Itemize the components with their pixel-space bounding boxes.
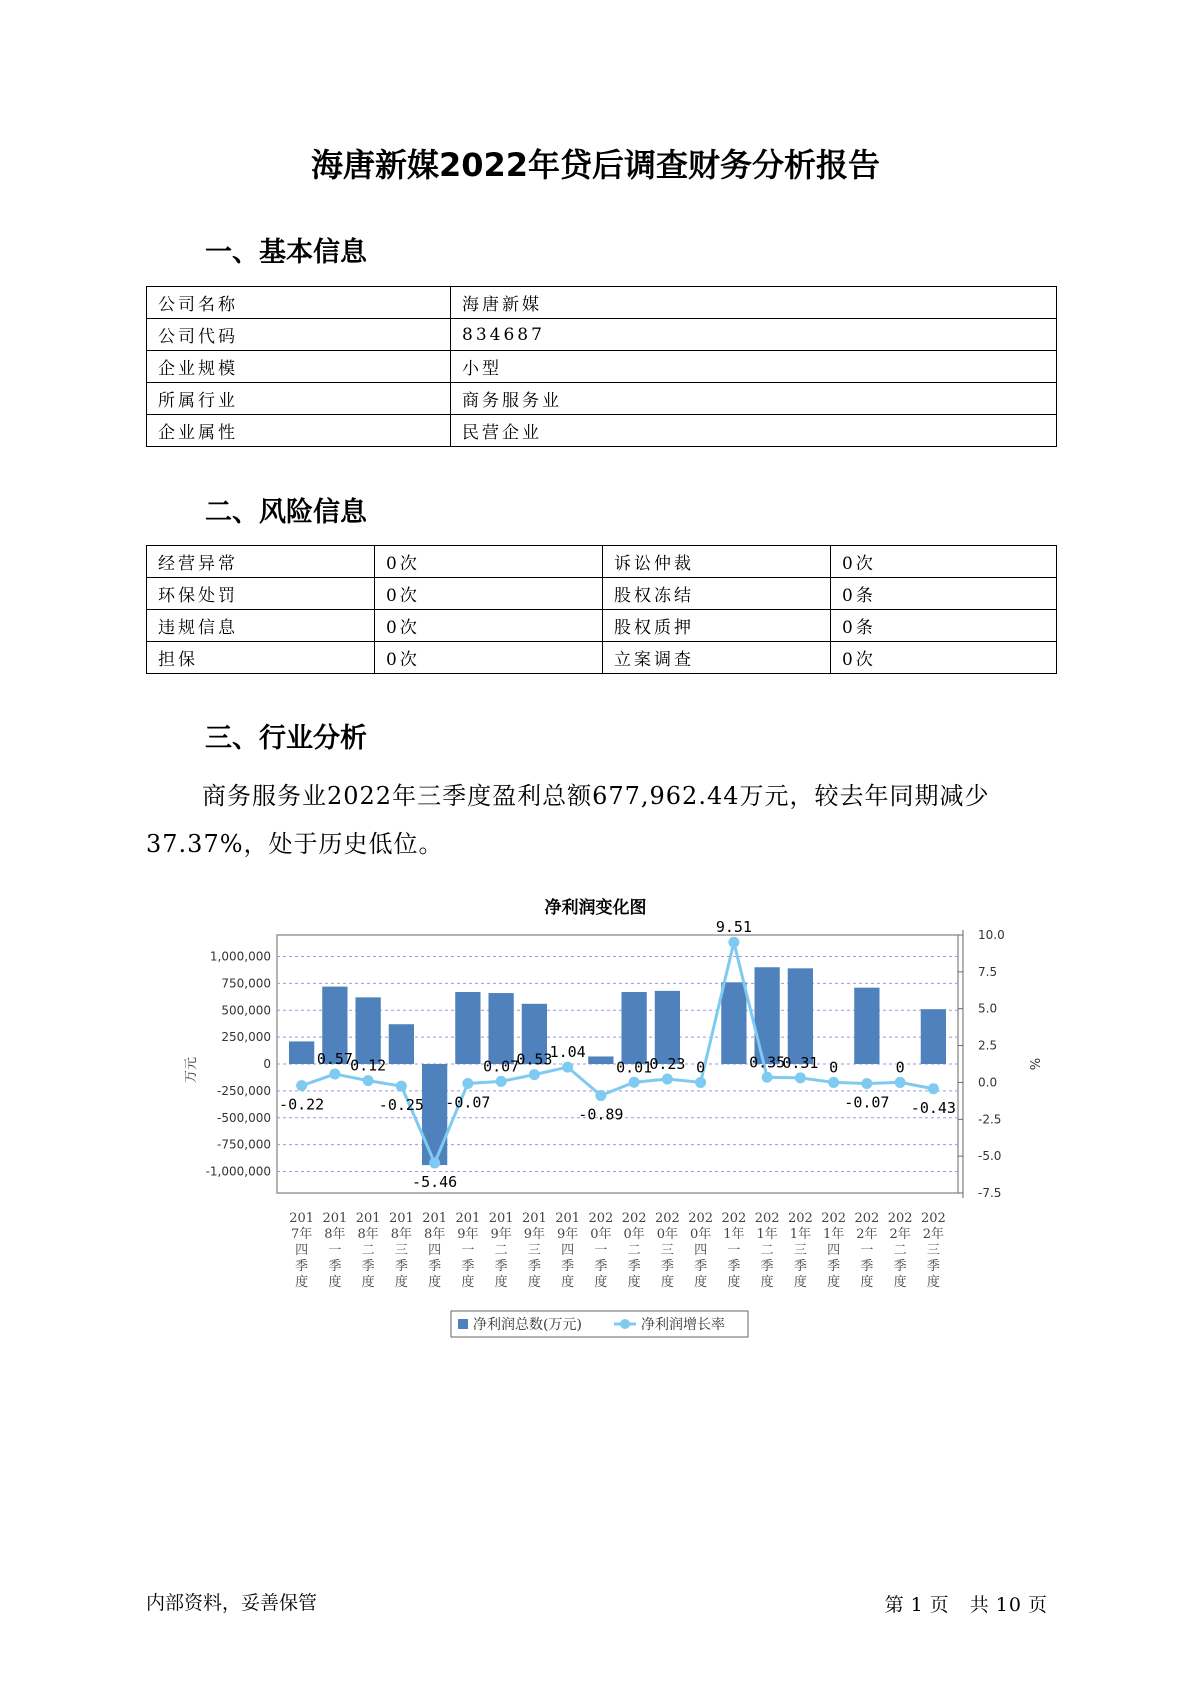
x-axis-tick-label: 202 <box>654 1211 680 1226</box>
page-current: 1 <box>910 1594 924 1616</box>
footer-page-number <box>882 1590 1051 1617</box>
x-axis-tick-label: 202 <box>854 1211 880 1226</box>
x-axis-tick-label: 201 <box>355 1211 381 1226</box>
bar <box>621 992 646 1064</box>
x-axis-tick-label: 季 <box>394 1259 408 1274</box>
x-axis-tick-label: 季 <box>461 1259 475 1274</box>
bar <box>588 1056 613 1064</box>
data-label: 0.12 <box>350 1056 387 1075</box>
basic-info-label: 公司名称 <box>147 287 451 319</box>
risk-info-label: 经营异常 <box>147 546 375 578</box>
x-axis-tick-label: 202 <box>621 1211 647 1226</box>
data-label: 0 <box>829 1058 839 1077</box>
footer-confidential-note: 内部资料，妥善保管 <box>146 1592 318 1614</box>
x-axis-tick-label: 2年 <box>889 1227 911 1242</box>
growth-rate-point <box>828 1077 839 1088</box>
x-axis-tick-label: 202 <box>588 1211 614 1226</box>
x-axis-tick-label: 1年 <box>723 1227 745 1242</box>
growth-rate-point <box>329 1069 340 1080</box>
x-axis-tick-label: 季 <box>594 1259 608 1274</box>
page-word: 共 <box>969 1594 990 1616</box>
x-axis-tick-label: 三 <box>394 1243 408 1258</box>
section-heading-risk-info: 二、风险信息 <box>205 497 367 528</box>
risk-info-value: 0条 <box>831 578 1057 610</box>
section-heading-industry-analysis: 三、行业分析 <box>205 723 367 754</box>
bar <box>655 991 680 1064</box>
data-label: 0 <box>895 1058 905 1077</box>
basic-info-value: 商务服务业 <box>451 383 1057 415</box>
x-axis-tick-label: 202 <box>821 1211 847 1226</box>
x-axis-tick-label: 度 <box>627 1275 641 1290</box>
x-axis-tick-label: 9年 <box>457 1227 479 1242</box>
x-axis-tick-label: 度 <box>793 1275 807 1290</box>
growth-rate-point <box>296 1080 307 1091</box>
bar <box>455 992 480 1064</box>
growth-rate-point <box>662 1074 673 1085</box>
right-axis-title: % <box>1026 1057 1041 1071</box>
x-axis-tick-label: 度 <box>727 1275 741 1290</box>
x-axis-tick-label: 一 <box>328 1243 342 1258</box>
basic-info-label: 公司代码 <box>147 319 451 351</box>
data-label: 0.23 <box>649 1055 686 1074</box>
right-axis-tick-label: -2.5 <box>978 1112 1002 1127</box>
x-axis-tick-label: 201 <box>388 1211 414 1226</box>
data-label: -0.43 <box>910 1098 956 1117</box>
x-axis-tick-label: 0年 <box>656 1227 679 1242</box>
bar <box>289 1041 314 1064</box>
growth-rate-point <box>363 1075 374 1086</box>
x-axis-tick-label: 1年 <box>822 1227 845 1242</box>
x-axis-tick-label: 度 <box>295 1275 309 1290</box>
x-axis-tick-label: 9年 <box>556 1227 579 1242</box>
x-axis-tick-label: 二 <box>361 1243 375 1258</box>
right-axis-tick-label: -7.5 <box>978 1186 1002 1200</box>
bar <box>488 993 513 1064</box>
x-axis-tick-label: 度 <box>660 1275 674 1290</box>
bar <box>721 982 746 1064</box>
bar <box>921 1009 946 1064</box>
x-axis-tick-label: 201 <box>422 1211 448 1226</box>
growth-rate-point <box>462 1078 473 1089</box>
bar <box>389 1024 414 1064</box>
growth-rate-point <box>728 937 739 948</box>
growth-rate-point <box>928 1083 939 1094</box>
data-label: 9.51 <box>715 918 752 937</box>
left-axis-tick-label: 0 <box>263 1057 271 1071</box>
x-axis-tick-label: 202 <box>887 1211 913 1226</box>
page-word: 页 <box>929 1594 950 1616</box>
x-axis-tick-label: 一 <box>594 1243 608 1258</box>
x-axis-tick-label: 度 <box>926 1275 940 1290</box>
x-axis-tick-label: 201 <box>289 1211 315 1226</box>
x-axis-tick-label: 0年 <box>623 1227 645 1242</box>
growth-rate-point <box>695 1077 706 1088</box>
data-label: 0.01 <box>616 1058 653 1077</box>
data-label: -0.07 <box>445 1093 491 1112</box>
data-label: 0.53 <box>516 1050 553 1069</box>
x-axis-tick-label: 季 <box>561 1259 575 1274</box>
x-axis-tick-label: 0年 <box>689 1227 712 1242</box>
x-axis-tick-label: 8年 <box>423 1227 446 1242</box>
data-label: -0.89 <box>578 1105 624 1124</box>
left-axis-tick-label: -500,000 <box>217 1110 271 1125</box>
x-axis-tick-label: 度 <box>561 1275 575 1290</box>
x-axis-tick-label: 季 <box>827 1259 841 1274</box>
x-axis-tick-label: 季 <box>926 1259 940 1274</box>
x-axis-tick-label: 季 <box>494 1259 508 1274</box>
x-axis-tick-label: 四 <box>295 1243 309 1258</box>
x-axis-tick-label: 四 <box>827 1243 841 1258</box>
data-label: -0.22 <box>279 1095 325 1114</box>
x-axis-tick-label: 季 <box>694 1259 708 1274</box>
x-axis-tick-label: 二 <box>627 1243 641 1258</box>
growth-rate-point <box>595 1090 606 1101</box>
basic-info-label: 企业规模 <box>147 351 451 383</box>
data-label: 0.31 <box>782 1053 819 1072</box>
x-axis-tick-label: 季 <box>527 1259 541 1274</box>
x-axis-tick-label: 9年 <box>490 1227 512 1242</box>
growth-rate-point <box>795 1072 806 1083</box>
industry-analysis-paragraph: 商务服务业2022年三季度盈利总额677,962.44万元，较去年同期减少37.37%，处于历史低位。 <box>146 782 990 858</box>
x-axis-tick-label: 季 <box>328 1259 342 1274</box>
x-axis-tick-label: 度 <box>827 1275 841 1290</box>
right-axis-tick-label: 0.0 <box>978 1075 998 1090</box>
x-axis-tick-label: 202 <box>721 1211 747 1226</box>
legend-line-marker <box>620 1319 630 1329</box>
data-label: 0.07 <box>483 1057 520 1076</box>
x-axis-tick-label: 1年 <box>756 1227 778 1242</box>
x-axis-tick-label: 度 <box>694 1275 708 1290</box>
x-axis-tick-label: 季 <box>860 1259 874 1274</box>
page-word: 第 <box>884 1594 905 1616</box>
left-axis-tick-label: 250,000 <box>221 1030 271 1045</box>
x-axis-tick-label: 季 <box>361 1259 375 1274</box>
data-label: -0.25 <box>378 1096 424 1115</box>
right-axis-tick-label: 2.5 <box>978 1038 998 1053</box>
risk-info-value: 0次 <box>375 610 603 642</box>
x-axis-tick-label: 度 <box>594 1275 608 1290</box>
x-axis-tick-label: 三 <box>926 1243 940 1258</box>
page-word: 页 <box>1027 1594 1048 1616</box>
x-axis-tick-label: 201 <box>555 1211 581 1226</box>
bar <box>788 968 813 1064</box>
risk-info-label: 诉讼仲裁 <box>603 546 831 578</box>
x-axis-tick-label: 0年 <box>590 1227 612 1242</box>
x-axis-tick-label: 二 <box>494 1243 508 1258</box>
right-axis-tick-label: 7.5 <box>978 964 998 979</box>
basic-info-value: 834687 <box>451 319 1057 351</box>
risk-info-label: 环保处罚 <box>147 578 375 610</box>
growth-rate-point <box>396 1081 407 1092</box>
x-axis-tick-label: 7年 <box>290 1227 313 1242</box>
x-axis-tick-label: 度 <box>494 1275 508 1290</box>
x-axis-tick-label: 季 <box>727 1259 741 1274</box>
left-axis-tick-label: -1,000,000 <box>205 1164 271 1179</box>
x-axis-tick-label: 季 <box>660 1259 674 1274</box>
risk-info-value: 0次 <box>831 642 1057 674</box>
risk-info-value: 0次 <box>831 546 1057 578</box>
x-axis-tick-label: 度 <box>893 1275 907 1290</box>
basic-info-label: 所属行业 <box>147 383 451 415</box>
risk-info-value: 0次 <box>375 546 603 578</box>
x-axis-tick-label: 度 <box>527 1275 541 1290</box>
x-axis-tick-label: 季 <box>760 1259 774 1274</box>
x-axis-tick-label: 季 <box>793 1259 807 1274</box>
x-axis-tick-label: 四 <box>561 1243 575 1258</box>
x-axis-tick-label: 度 <box>461 1275 475 1290</box>
data-label: 0.57 <box>316 1050 353 1069</box>
left-axis-tick-label: -750,000 <box>217 1137 271 1152</box>
risk-info-label: 担保 <box>147 642 375 674</box>
basic-info-value: 海唐新媒 <box>451 287 1057 319</box>
risk-info-value: 0次 <box>375 642 603 674</box>
x-axis-tick-label: 季 <box>295 1259 309 1274</box>
document-title: 海唐新媒2022年贷后调查财务分析报告 <box>310 146 881 184</box>
x-axis-tick-label: 度 <box>860 1275 874 1290</box>
x-axis-tick-label: 202 <box>688 1211 714 1226</box>
x-axis-tick-label: 季 <box>893 1259 907 1274</box>
x-axis-tick-label: 四 <box>428 1243 442 1258</box>
x-axis-tick-label: 1年 <box>789 1227 812 1242</box>
x-axis-tick-label: 201 <box>521 1211 547 1226</box>
legend-line-label: 净利润增长率 <box>641 1317 725 1333</box>
growth-rate-point <box>762 1072 773 1083</box>
data-label: 1.04 <box>549 1043 586 1062</box>
x-axis-tick-label: 202 <box>754 1211 780 1226</box>
bar <box>355 997 380 1064</box>
basic-info-value: 民营企业 <box>451 415 1057 447</box>
x-axis-tick-label: 一 <box>727 1243 741 1258</box>
x-axis-tick-label: 度 <box>428 1275 442 1290</box>
legend-bar-swatch <box>458 1319 468 1329</box>
left-axis-title: 万元 <box>184 1056 199 1084</box>
growth-rate-point <box>895 1077 906 1088</box>
x-axis-tick-label: 度 <box>361 1275 375 1290</box>
left-axis-tick-label: 1,000,000 <box>209 949 271 964</box>
x-axis-tick-label: 度 <box>760 1275 774 1290</box>
x-axis-tick-label: 202 <box>787 1211 813 1226</box>
x-axis-tick-label: 8年 <box>324 1227 346 1242</box>
x-axis-tick-label: 2年 <box>856 1227 878 1242</box>
x-axis-tick-label: 8年 <box>390 1227 413 1242</box>
risk-info-label: 违规信息 <box>147 610 375 642</box>
data-label: 0 <box>696 1058 706 1077</box>
growth-rate-point <box>429 1157 440 1168</box>
bar <box>854 988 879 1064</box>
section-heading-basic-info: 一、基本信息 <box>205 237 367 268</box>
x-axis-tick-label: 三 <box>793 1243 807 1258</box>
right-axis-tick-label: 5.0 <box>978 1001 998 1016</box>
x-axis-tick-label: 三 <box>660 1243 674 1258</box>
basic-info-label: 企业属性 <box>147 415 451 447</box>
left-axis-tick-label: -250,000 <box>217 1083 271 1098</box>
right-axis-tick-label: -5.0 <box>978 1149 1002 1164</box>
x-axis-tick-label: 一 <box>860 1243 874 1258</box>
data-label: -0.07 <box>844 1093 890 1112</box>
x-axis-tick-label: 度 <box>394 1275 408 1290</box>
x-axis-tick-label: 一 <box>461 1243 475 1258</box>
risk-info-value: 0条 <box>831 610 1057 642</box>
x-axis-tick-label: 9年 <box>523 1227 546 1242</box>
x-axis-tick-label: 季 <box>627 1259 641 1274</box>
x-axis-tick-label: 201 <box>455 1211 481 1226</box>
x-axis-tick-label: 8年 <box>357 1227 379 1242</box>
bar <box>754 967 779 1064</box>
x-axis-tick-label: 四 <box>694 1243 708 1258</box>
risk-info-label: 股权质押 <box>603 610 831 642</box>
chart-title: 净利润变化图 <box>544 898 647 918</box>
data-label: 0.35 <box>749 1053 786 1072</box>
data-label: -5.46 <box>412 1172 458 1191</box>
x-axis-tick-label: 二 <box>760 1243 774 1258</box>
legend-bar-label: 净利润总数(万元) <box>473 1317 582 1333</box>
page-total: 10 <box>995 1594 1022 1616</box>
basic-info-value: 小型 <box>451 351 1057 383</box>
left-axis-tick-label: 500,000 <box>221 1003 271 1018</box>
x-axis-tick-label: 季 <box>428 1259 442 1274</box>
growth-rate-point <box>861 1078 872 1089</box>
x-axis-tick-label: 2年 <box>922 1227 945 1242</box>
x-axis-tick-label: 202 <box>920 1211 946 1226</box>
risk-info-label: 股权冻结 <box>603 578 831 610</box>
growth-rate-point <box>529 1069 540 1080</box>
x-axis-tick-label: 201 <box>322 1211 348 1226</box>
x-axis-tick-label: 度 <box>328 1275 342 1290</box>
left-axis-tick-label: 750,000 <box>221 976 271 991</box>
growth-rate-point <box>562 1062 573 1073</box>
x-axis-tick-label: 二 <box>893 1243 907 1258</box>
growth-rate-point <box>629 1077 640 1088</box>
x-axis-tick-label: 201 <box>488 1211 514 1226</box>
risk-info-value: 0次 <box>375 578 603 610</box>
right-axis-tick-label: 10.0 <box>978 928 1005 942</box>
x-axis-tick-label: 三 <box>527 1243 541 1258</box>
bar <box>422 1064 447 1165</box>
growth-rate-point <box>496 1076 507 1087</box>
risk-info-label: 立案调查 <box>603 642 831 674</box>
